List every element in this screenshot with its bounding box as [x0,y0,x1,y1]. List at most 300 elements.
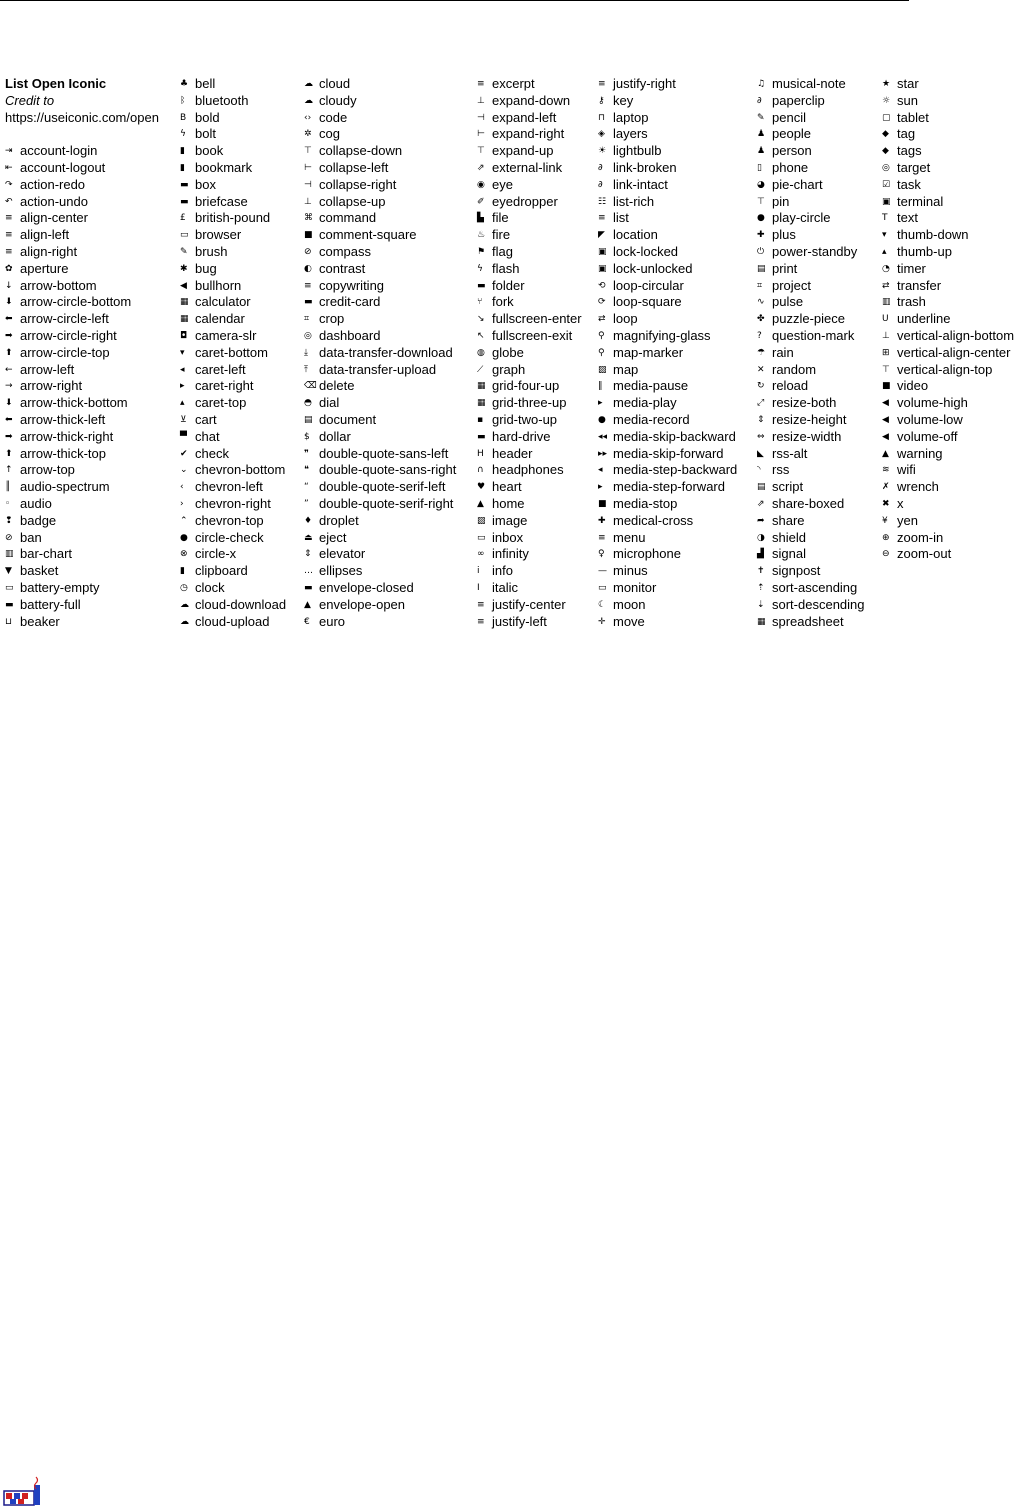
icon-label: audio-spectrum [20,479,110,495]
icon-list-item-x [882,496,1014,513]
clock-icon: ◷ [180,582,188,593]
icon-label: musical-note [772,76,846,91]
media-skip-forward-icon: ▸▸ [598,448,608,459]
icon-label: cloud-download [195,596,287,612]
random-icon: ✕ [757,364,765,375]
icon-label: camera-slr [195,327,257,343]
icon-label: ellipses [319,563,363,579]
icon-list-item-list [598,210,737,227]
icon-list-item-bullhorn [180,278,286,295]
data-transfer-download-icon: ⤓ [304,347,308,358]
share-boxed-icon: ⇗ [757,498,765,509]
icon-label: credit-card [319,294,381,310]
icon-list-item-justify-left [477,614,582,631]
icon-label: thumb-down [897,227,969,243]
icon-list-item-data-transfer-download [304,345,456,362]
icon-label: signal [772,546,806,562]
icon-label: collapse-left [319,159,389,175]
icon-label: link-intact [613,176,668,192]
icon-label: infinity [492,546,529,562]
icon-label: arrow-circle-left [20,311,109,327]
arrow-left-icon: ← [5,364,13,375]
icon-label: list [613,210,629,226]
justify-left-icon: ≡ [477,616,485,627]
rain-icon: ☂ [757,347,766,358]
icon-list-item-tags [882,143,1014,160]
magnifying-glass-icon: ⚲ [598,330,605,341]
icon-label: flash [492,260,520,276]
icon-label: tags [897,143,922,159]
icon-label: spreadsheet [772,613,844,629]
icon-label: script [772,479,804,495]
icon-label: media-skip-forward [613,445,724,461]
icon-list-item-people [757,126,865,143]
headphones-icon: ∩ [477,465,484,476]
icon-label: eye [492,176,513,192]
caret-right-icon: ▸ [180,381,185,392]
icon-list-item-print [757,261,865,278]
icon-list-item-yen [882,513,1014,530]
person-icon: ♟ [757,146,766,157]
icon-label: video [897,378,929,394]
icon-label: bullhorn [195,277,242,293]
icon-list-item-media-step-backward [598,462,737,479]
loop-circular-icon: ⟲ [598,280,606,291]
icon-list-item-menu [598,530,737,547]
icon-label: rss-alt [772,445,808,461]
credit-text: Credit to [5,92,55,108]
arrow-thick-top-icon: ⬆ [5,448,13,459]
icon-list-item-bluetooth [180,93,286,110]
icon-label: question-mark [772,327,855,343]
ellipses-icon: … [304,566,313,577]
icon-label: arrow-circle-top [20,344,110,360]
pencil-icon: ✎ [757,112,765,123]
icon-label: play-circle [772,210,831,226]
icon-label: terminal [897,193,944,209]
icon-list-item-star [882,76,1014,93]
arrow-top-icon: ↑ [5,465,13,476]
icon-list-item-align-center [5,210,131,227]
clipboard-icon: ▮ [180,566,185,577]
icon-label: justify-right [613,76,676,91]
icon-list-item-resize-height [757,412,865,429]
move-icon: ✛ [598,616,606,627]
icon-list-item-arrow-circle-bottom [5,294,131,311]
icon-list-item-bug [180,261,286,278]
icon-label: bookmark [195,159,253,175]
icon-list-item-align-left [5,227,131,244]
media-step-forward-icon: ▸ [598,482,603,493]
volume-high-icon: ◀ [882,398,889,409]
icon-list-item-location [598,227,737,244]
arrow-bottom-icon: ↓ [5,280,13,291]
icon-label: puzzle-piece [772,311,845,327]
arrow-circle-bottom-icon: ⬇ [5,297,13,308]
icon-label: media-play [613,395,677,411]
icon-list-item-euro [304,614,456,631]
icon-label: audio [20,495,52,511]
icon-label: print [772,260,798,276]
yen-icon: ¥ [882,515,888,526]
beaker-icon: ⊔ [5,616,13,627]
icon-list-item-lightbulb [598,143,737,160]
icon-label: collapse-up [319,193,386,209]
icon-label: cog [319,126,340,142]
icon-label: arrow-thick-right [20,428,114,444]
header-block [5,76,175,126]
icon-label: warning [897,445,943,461]
signal-icon: ▟ [757,549,764,560]
home-icon: ▲ [477,498,484,509]
icon-list-item-volume-low [882,412,1014,429]
icon-label: resize-height [772,411,847,427]
icon-label: media-step-forward [613,479,725,495]
book-icon: ▮ [180,146,185,157]
icon-list-item-media-play [598,395,737,412]
thumb-down-icon: ▾ [882,230,887,241]
icon-list-item-cloud-download [180,597,286,614]
icon-list-item-bolt [180,126,286,143]
icon-list-item-trash [882,294,1014,311]
icon-list-item-plus [757,227,865,244]
people-icon: ♟ [757,129,766,140]
icon-list-item-timer [882,261,1014,278]
target-icon: ◎ [882,162,890,173]
icon-list-item-cloud [304,76,456,93]
icon-list-item-eyedropper [477,194,582,211]
icon-list-item-bar-chart [5,546,131,563]
arrow-thick-right-icon: ➡ [5,431,13,442]
icon-label: collapse-right [319,176,397,192]
cloud-upload-icon: ☁ [180,616,189,627]
location-icon: ◤ [598,230,605,241]
icon-label: cloud [319,76,351,91]
icon-list-item-fire [477,227,582,244]
icon-list-item-droplet [304,513,456,530]
icon-list-item-file [477,210,582,227]
icon-label: delete [319,378,355,394]
brush-icon: ✎ [180,246,188,257]
icon-list-item-elevator [304,546,456,563]
media-record-icon: ● [598,414,606,425]
icon-list-item-arrow-circle-right [5,328,131,345]
icon-label: map-marker [613,344,684,360]
icon-label: paperclip [772,92,825,108]
icon-column-3 [304,76,456,630]
icon-label: basket [20,563,59,579]
icon-column-6 [757,76,865,630]
project-icon: ⌗ [757,280,763,291]
icon-list-item-vertical-align-bottom [882,328,1014,345]
icon-label: volume-off [897,428,958,444]
icon-label: account-logout [20,159,106,175]
icon-label: ban [20,529,42,545]
expand-down-icon: ⊥ [477,95,485,106]
icon-label: arrow-left [20,361,75,377]
expand-right-icon: ⊢ [477,129,485,140]
icon-list-item-collapse-left [304,160,456,177]
media-pause-icon: ‖ [598,381,603,392]
ban-icon: ⊘ [5,532,13,543]
chat-icon: ▀ [180,431,187,442]
icon-label: expand-down [492,92,571,108]
icon-label: align-right [20,243,78,259]
icon-list-item-media-skip-backward [598,429,737,446]
icon-label: list-rich [613,193,655,209]
icon-list-item-expand-right [477,126,582,143]
browser-icon: ▭ [180,230,189,241]
icon-label: justify-left [492,613,547,629]
icon-list-item-aperture [5,261,131,278]
file-icon: ▙ [477,213,484,224]
icon-list-item-tag [882,126,1014,143]
icon-list-item-account-login [5,143,131,160]
icon-list-item-cog [304,126,456,143]
question-mark-icon: ? [757,330,762,341]
warning-icon: ▲ [882,448,889,459]
icon-list-item-chevron-left [180,479,286,496]
caret-top-icon: ▴ [180,398,185,409]
icon-label: location [613,227,658,243]
icon-label: sort-ascending [772,579,858,595]
print-icon: ▤ [757,263,766,274]
cloud-icon: ☁ [304,79,313,89]
icon-list-item-arrow-circle-left [5,311,131,328]
icon-label: vertical-align-top [897,361,993,377]
icon-label: arrow-thick-left [20,411,106,427]
lightbulb-icon: ☀ [598,146,607,157]
icon-label: headphones [492,462,564,478]
icon-label: fire [492,227,511,243]
transfer-icon: ⇄ [882,280,890,291]
icon-list-item-collapse-right [304,177,456,194]
code-icon: ‹› [304,112,312,123]
icon-label: sort-descending [772,596,865,612]
power-standby-icon: ⏻ [757,246,765,257]
icon-label: arrow-circle-bottom [20,294,132,310]
icon-list-item-list-rich [598,194,737,211]
icon-list-item-double-quote-sans-right [304,462,456,479]
icon-list-item-arrow-bottom [5,278,131,295]
command-icon: ⌘ [304,213,313,224]
bolt-icon: ϟ [180,129,186,140]
icon-list-item-calendar [180,311,286,328]
british-pound-icon: £ [180,213,186,224]
icon-list-item-person [757,143,865,160]
icon-label: person [772,143,812,159]
resize-width-icon: ⇔ [757,431,765,442]
icon-list-item-target [882,160,1014,177]
icon-list-item-grid-two-up [477,412,582,429]
icon-list-item-dial [304,395,456,412]
rss-alt-icon: ◣ [757,448,764,459]
collapse-up-icon: ⊥ [304,196,312,207]
icon-label: rss [772,462,790,478]
icon-list-item-arrow-thick-left [5,412,131,429]
euro-icon: € [304,616,310,627]
icon-list-item-resize-both [757,395,865,412]
fire-icon: ♨ [477,230,486,241]
icon-list-item-box [180,177,286,194]
icon-list-item-map [598,362,737,379]
icon-list-item-share [757,513,865,530]
icon-label: wrench [897,479,939,495]
icon-list-item-bell [180,76,286,93]
icon-list-item-check [180,446,286,463]
icon-list-item-thumb-down [882,227,1014,244]
icon-label: underline [897,311,951,327]
icon-list-item-document [304,412,456,429]
link-broken-icon: ∂ [598,162,603,173]
sort-descending-icon: ⇣ [757,599,765,610]
icon-list-item-loop [598,311,737,328]
icon-label: browser [195,227,242,243]
icon-list-item-image [477,513,582,530]
cart-icon: ⊻ [180,414,187,425]
icon-list-item-align-right [5,244,131,261]
icon-label: monitor [613,579,657,595]
check-icon: ✔ [180,448,188,459]
medical-cross-icon: ✚ [598,515,606,526]
icon-label: fullscreen-exit [492,327,573,343]
icon-label: box [195,176,216,192]
icon-column-4 [477,76,582,630]
icon-label: bar-chart [20,546,73,562]
icon-list-item-spreadsheet [757,614,865,631]
icon-list-item-audio [5,496,131,513]
icon-label: medical-cross [613,512,694,528]
icon-list-item-code [304,110,456,127]
icon-list-item-envelope-closed [304,580,456,597]
icon-list-item-thumb-up [882,244,1014,261]
wifi-icon: ≋ [882,465,890,476]
timer-icon: ◔ [882,263,890,274]
credit-url: https://useiconic.com/open [5,109,159,125]
icon-label: info [492,563,513,579]
icon-list-item-resize-width [757,429,865,446]
icon-list-item-layers [598,126,737,143]
icon-label: timer [897,260,926,276]
icon-list-item-sun [882,93,1014,110]
icon-label: excerpt [492,76,535,91]
icon-list-item-cloudy [304,93,456,110]
media-play-icon: ▸ [598,398,603,409]
icon-label: cart [195,411,217,427]
paperclip-icon: ∂ [757,95,762,106]
icon-list-item-justify-center [477,597,582,614]
info-icon: ⅰ [477,566,480,577]
icon-list-item-terminal [882,194,1014,211]
icon-label: graph [492,361,526,377]
icon-list-item-comment-square [304,227,456,244]
list-icon: ≡ [598,213,606,224]
icon-label: clipboard [195,563,248,579]
icon-list-item-expand-down [477,93,582,110]
icon-label: eject [319,529,347,545]
icon-label: briefcase [195,193,248,209]
icon-label: trash [897,294,926,310]
icon-list-item-home [477,496,582,513]
icon-label: beaker [20,613,60,629]
icon-label: envelope-open [319,596,406,612]
arrow-circle-left-icon: ⬅ [5,314,13,325]
lock-unlocked-icon: ▣ [598,263,607,274]
icon-label: sun [897,92,918,108]
action-redo-icon: ↷ [5,179,13,190]
icon-label: random [772,361,817,377]
icon-list-item-fork [477,294,582,311]
icon-label: media-stop [613,495,678,511]
credit-card-icon: ▬ [304,297,313,308]
icon-list-item-magnifying-glass [598,328,737,345]
icon-list-item-battery-full [5,597,131,614]
icon-label: phone [772,159,809,175]
icon-list-item-double-quote-sans-left [304,446,456,463]
icon-list-item-rss [757,462,865,479]
lock-locked-icon: ▣ [598,246,607,257]
loop-icon: ⇄ [598,314,606,325]
grid-three-up-icon: ▦ [477,398,486,409]
icon-label: expand-right [492,126,565,142]
volume-low-icon: ◀ [882,414,889,425]
icon-list-item-collapse-down [304,143,456,160]
icon-label: wifi [897,462,916,478]
icon-list-item-monitor [598,580,737,597]
icon-label: caret-left [195,361,246,377]
icon-list-item-caret-left [180,362,286,379]
basket-icon: ▼ [5,566,12,577]
icon-label: arrow-bottom [20,277,97,293]
badge-icon: ❢ [5,515,13,526]
icon-list-item-underline [882,311,1014,328]
icon-list-item-zoom-out [882,546,1014,563]
icon-list-item-media-skip-forward [598,446,737,463]
icon-list-item-double-quote-serif-right [304,496,456,513]
arrow-thick-left-icon: ⬅ [5,414,13,425]
arrow-circle-top-icon: ⬆ [5,347,13,358]
bookmark-icon: ▮ [180,162,185,173]
media-step-backward-icon: ◂ [598,465,603,476]
calculator-icon: ▦ [180,297,189,308]
icon-list-item-flag [477,244,582,261]
icon-list-item-info [477,563,582,580]
reload-icon: ↻ [757,381,765,392]
justify-right-icon: ≡ [598,79,606,89]
flag-icon: ⚑ [477,246,486,257]
icon-label: circle-x [195,546,237,562]
icon-label: project [772,277,812,293]
play-circle-icon: ● [757,213,765,224]
arrow-circle-right-icon: ➡ [5,330,13,341]
icon-list-item-media-step-forward [598,479,737,496]
underline-icon: U [882,314,889,325]
volume-off-icon: ◀ [882,431,889,442]
icon-list-item-bold [180,110,286,127]
icon-list-item-heart [477,479,582,496]
icon-label: resize-width [772,428,842,444]
menu-icon: ≡ [598,532,606,543]
icon-list-item-headphones [477,462,582,479]
aperture-icon: ✿ [5,263,13,274]
icon-label: bolt [195,126,216,142]
terminal-icon: ▣ [882,196,891,207]
icon-label: key [613,92,634,108]
icon-list-item-battery-empty [5,580,131,597]
icon-label: magnifying-glass [613,327,711,343]
pulse-icon: ∿ [757,297,765,308]
icon-label: transfer [897,277,942,293]
